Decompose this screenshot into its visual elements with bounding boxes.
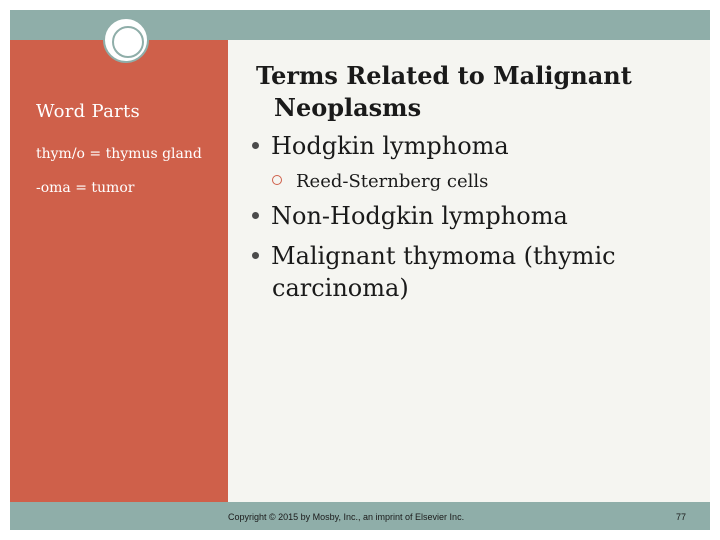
bullet-dot-icon [252, 142, 259, 149]
bullet-item [252, 130, 509, 162]
bullet-ring-icon [272, 175, 282, 185]
bullet-text: Hodgkin lymphoma [271, 132, 509, 160]
bullet-text: Non-Hodgkin lymphoma [271, 202, 568, 230]
circle-ornament-icon [103, 17, 149, 63]
page-number: 77 [676, 512, 687, 522]
bullet-item [252, 240, 616, 304]
copyright-notice: Copyright © 2015 by Mosby, Inc., an imprint of Elsevier Inc. [228, 512, 465, 522]
bullet-text: Malignant thymoma (thymic [271, 242, 616, 270]
bullet-item [252, 200, 568, 232]
title-line-1: Terms Related to Malignant [256, 61, 632, 90]
slide-title [256, 60, 696, 124]
sub-bullet-item [272, 170, 488, 194]
sub-bullet-text: Reed-Sternberg cells [296, 171, 489, 192]
word-part-item: thym/o = thymus gland [36, 146, 202, 162]
title-line-2: Neoplasms [274, 93, 422, 122]
bullet-dot-icon [252, 212, 259, 219]
word-part-item: -oma = tumor [36, 180, 135, 196]
bullet-text-continuation: carcinoma) [272, 274, 409, 302]
word-parts-heading: Word Parts [36, 101, 141, 122]
bullet-dot-icon [252, 252, 259, 259]
